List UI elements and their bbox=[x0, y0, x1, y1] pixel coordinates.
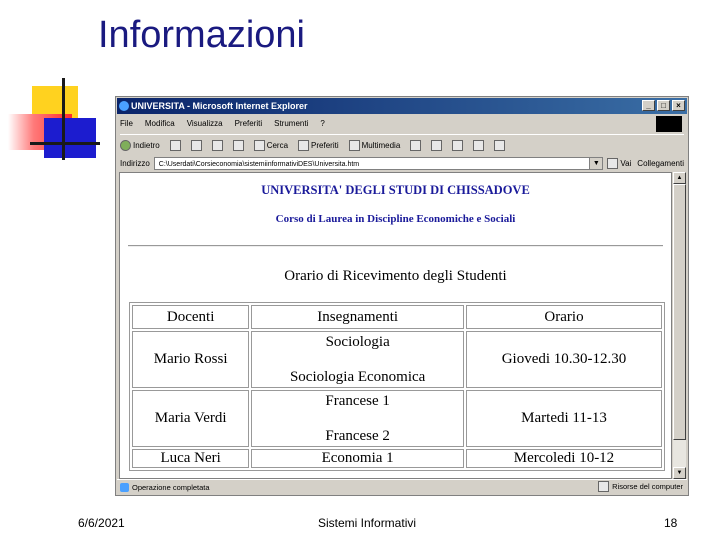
cell-orario: Giovedi 10.30-12.30 bbox=[466, 331, 662, 388]
back-label: Indietro bbox=[133, 140, 160, 150]
vertical-scrollbar[interactable] bbox=[673, 172, 686, 479]
course-name: Corso di Laurea in Discipline Economiche e Sociali bbox=[275, 213, 516, 225]
page-content bbox=[119, 172, 672, 479]
go-arrow-icon bbox=[607, 158, 618, 169]
university-name: UNIVERSITA' DEGLI STUDI DI CHISSADOVE bbox=[261, 183, 530, 197]
history-icon[interactable] bbox=[410, 140, 421, 151]
menu-visualizza[interactable]: Visualizza bbox=[186, 119, 223, 128]
course-item: Sociologia Economica bbox=[289, 368, 426, 385]
search-label: Cerca bbox=[266, 140, 289, 150]
cell-orario: Mercoledi 10-12 bbox=[466, 449, 662, 468]
decor-horizontal-line bbox=[30, 142, 100, 145]
mail-icon[interactable] bbox=[431, 140, 442, 151]
office-hours-table bbox=[129, 302, 665, 471]
menu-modifica[interactable]: Modifica bbox=[144, 119, 175, 128]
cell-orario: Martedi 11-13 bbox=[466, 390, 662, 447]
cell-docente: Luca Neri bbox=[132, 449, 249, 468]
scroll-down-icon[interactable]: ▼ bbox=[673, 467, 686, 479]
table-row bbox=[132, 390, 662, 447]
favorites-icon bbox=[298, 140, 309, 151]
favorites-label: Preferiti bbox=[311, 140, 339, 150]
table-header-row bbox=[132, 305, 662, 329]
address-input[interactable] bbox=[154, 157, 604, 170]
status-zone-label: Risorse del computer bbox=[612, 482, 683, 491]
page-done-icon bbox=[120, 483, 129, 492]
footer-center: Sistemi Informativi bbox=[318, 516, 417, 530]
go-button[interactable] bbox=[607, 158, 631, 169]
maximize-button[interactable]: □ bbox=[657, 100, 670, 111]
browser-window bbox=[115, 96, 689, 496]
links-button[interactable]: Collegamenti bbox=[637, 158, 684, 168]
header-orario: Orario bbox=[466, 305, 662, 329]
close-button[interactable]: × bbox=[672, 100, 685, 111]
status-bar bbox=[117, 479, 687, 494]
address-value: C:\Userdati\Corsieconomia\sistemiinformativiDES\Universita.htm bbox=[158, 160, 360, 168]
computer-icon bbox=[598, 481, 609, 492]
menu-preferiti[interactable]: Preferiti bbox=[234, 119, 263, 128]
cell-insegnamenti bbox=[251, 390, 464, 447]
table-row bbox=[132, 449, 662, 468]
scroll-thumb[interactable] bbox=[673, 184, 686, 440]
search-button[interactable] bbox=[254, 140, 288, 151]
course-item: Francese 2 bbox=[325, 427, 390, 444]
horizontal-rule bbox=[128, 245, 663, 247]
status-text: Operazione completata bbox=[132, 482, 210, 492]
go-label: Vai bbox=[620, 158, 632, 168]
decor-vertical-line bbox=[62, 78, 65, 160]
header-insegnamenti: Insegnamenti bbox=[251, 305, 464, 329]
menu-bar bbox=[120, 116, 325, 132]
minimize-button[interactable]: _ bbox=[642, 100, 655, 111]
table-row bbox=[132, 331, 662, 388]
slide-title: Informazioni bbox=[98, 14, 305, 56]
refresh-icon[interactable] bbox=[212, 140, 223, 151]
discuss-icon[interactable] bbox=[494, 140, 505, 151]
favorites-button[interactable] bbox=[298, 140, 339, 151]
course-item: Francese 1 bbox=[325, 392, 390, 409]
multimedia-button[interactable] bbox=[349, 140, 401, 151]
cell-insegnamenti: Economia 1 bbox=[251, 449, 464, 468]
cell-insegnamenti bbox=[251, 331, 464, 388]
decor-blue-square bbox=[44, 118, 96, 158]
cell-docente: Mario Rossi bbox=[132, 331, 249, 388]
address-label: Indirizzo bbox=[120, 158, 150, 168]
window-title: UNIVERSITA - Microsoft Internet Explorer bbox=[131, 101, 308, 111]
multimedia-icon bbox=[349, 140, 360, 151]
address-dropdown-icon[interactable]: ▼ bbox=[589, 158, 602, 169]
forward-arrow-icon[interactable] bbox=[170, 140, 181, 151]
menu-help[interactable]: ? bbox=[320, 119, 325, 128]
windows-logo-throbber-icon bbox=[656, 116, 682, 132]
home-icon[interactable] bbox=[233, 140, 244, 151]
course-item: Sociologia bbox=[325, 333, 390, 350]
toolbar bbox=[120, 134, 684, 155]
menu-file[interactable]: File bbox=[120, 119, 133, 128]
stop-icon[interactable] bbox=[191, 140, 202, 151]
header-docenti: Docenti bbox=[132, 305, 249, 329]
footer-page-number: 18 bbox=[664, 516, 678, 530]
scroll-up-icon[interactable]: ▲ bbox=[673, 172, 686, 184]
back-button[interactable] bbox=[120, 140, 160, 151]
print-icon[interactable] bbox=[452, 140, 463, 151]
footer-date: 6/6/2021 bbox=[78, 516, 125, 530]
back-arrow-icon bbox=[120, 140, 131, 151]
window-controls bbox=[642, 100, 685, 111]
address-bar bbox=[120, 155, 684, 171]
window-titlebar bbox=[117, 98, 687, 114]
menu-strumenti[interactable]: Strumenti bbox=[274, 119, 309, 128]
internet-explorer-icon bbox=[119, 101, 129, 111]
cell-docente: Maria Verdi bbox=[132, 390, 249, 447]
table-title: Orario di Ricevimento degli Studenti bbox=[284, 268, 507, 284]
status-zone bbox=[598, 481, 683, 492]
multimedia-label: Multimedia bbox=[361, 140, 401, 150]
search-icon bbox=[254, 140, 265, 151]
edit-icon[interactable] bbox=[473, 140, 484, 151]
